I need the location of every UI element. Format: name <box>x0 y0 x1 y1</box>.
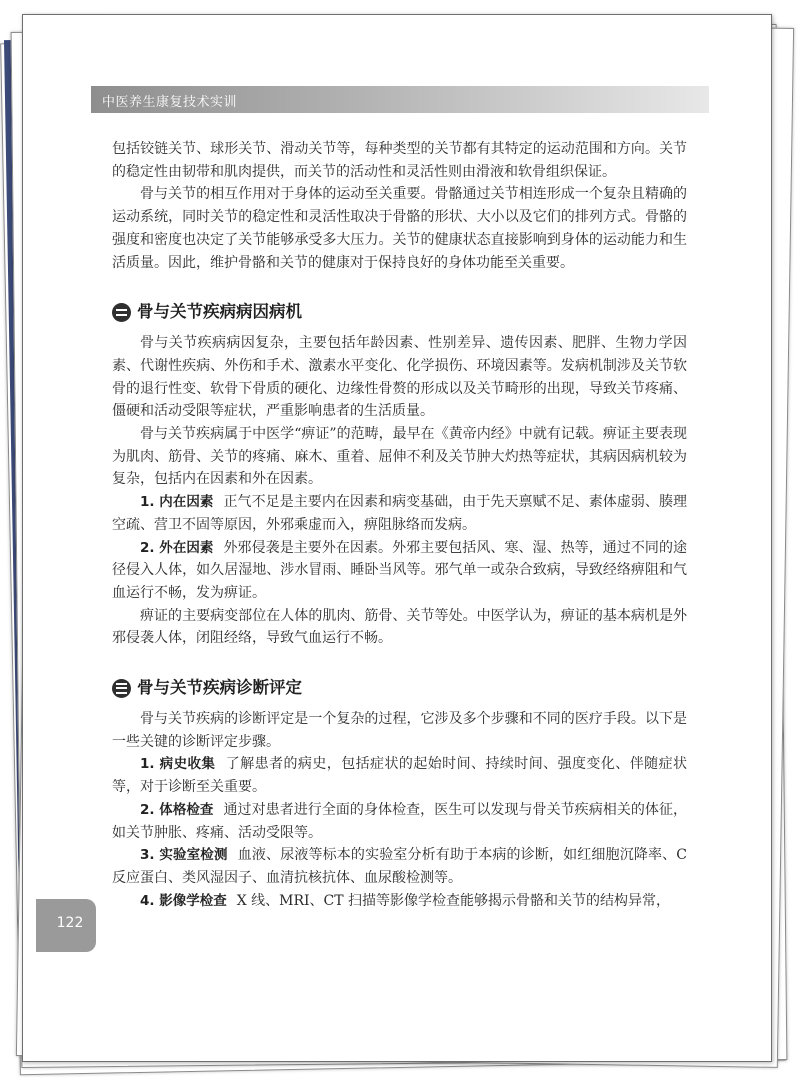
causes-paragraph-2: 骨与关节疾病属于中医学“痹证”的范畴，最早在《黄帝内经》中就有记载。痹证主要表现为肌肉、筋骨、关节的疼痛、麻木、重着、屈伸不利及关节肿大灼热等症状，其病因病机较为复杂，包括内在因素和外在因素。 <box>112 426 687 488</box>
causes-item-1-text: 正气不足是主要内在因素和病变基础，由于先天禀赋不足、素体虚弱、腠理空疏、营卫不固等原因，外邪乘虚而入，痹阻脉络而发病。 <box>112 494 688 533</box>
causes-paragraph-3: 痹证的主要病变部位在人体的肌肉、筋骨、关节等处。中医学认为，痹证的基本病机是外邪侵袭人体，闭阻经络，导致气血运行不畅。 <box>112 607 687 647</box>
diagnosis-item-3 <box>112 844 687 889</box>
intro-paragraph-1: 包括铰链关节、球形关节、滑动关节等，每种类型的关节都有其特定的运动范围和方向。关节的稳定性由韧带和肌肉提供，而关节的活动性和灵活性则由滑液和软骨组织保证。 <box>112 141 687 180</box>
section-title-diagnosis: 骨与关节疾病诊断评定 <box>137 677 302 697</box>
diagnosis-paragraph-1: 骨与关节疾病的诊断评定是一个复杂的过程，它涉及多个步骤和不同的医疗手段。以下是一些关键的诊断评定步骤。 <box>112 711 687 750</box>
causes-paragraph-1: 骨与关节疾病病因复杂，主要包括年龄因素、性别差异、遗传因素、肥胖、生物力学因素、代谢性疾病、外伤和手术、激素水平变化、化学损伤、环境因素等。发病机制涉及关节软骨的退行性变、软骨下骨质的硬化、边缘性骨赘的形成以及关节畸形的出现，导致关节疼痛、僵硬和活动受限等症状，严重影响患者的生活质量。 <box>112 335 687 420</box>
causes-item-2-text: 外邪侵袭是主要外在因素。外邪主要包括风、寒、湿、热等，通过不同的途径侵入人体，如久居湿地、涉水冒雨、睡卧当风等。邪气单一或杂合致病，导致经络痹阻和气血运行不畅，发为痹证。 <box>112 539 688 601</box>
diagnosis-item-1 <box>112 753 687 798</box>
page-number-tab <box>36 899 96 952</box>
causes-item-2-label: 2. 外在因素 <box>140 539 214 556</box>
running-header-title: 中医养生康复技术实训 <box>102 95 238 110</box>
running-header <box>91 86 709 113</box>
section-heading-causes <box>112 298 687 326</box>
diagnosis-item-4-label: 4. 影像学检查 <box>140 892 227 909</box>
causes-item-2 <box>112 537 687 605</box>
diagnosis-item-2-label: 2. 体格检查 <box>140 801 214 818</box>
diagnosis-item-1-text: 了解患者的病史，包括症状的起始时间、持续时间、强度变化、伴随症状等，对于诊断至关重要。 <box>112 756 687 796</box>
diagnosis-item-4-text: X 线、MRI、CT 扫描等影像学检查能够揭示骨骼和关节的结构异常， <box>236 892 671 909</box>
diagnosis-item-3-label: 3. 实验室检测 <box>140 847 228 864</box>
causes-item-1-label: 1. 内在因素 <box>140 494 214 511</box>
diagnosis-item-4 <box>112 890 687 913</box>
section-title-causes: 骨与关节疾病病因病机 <box>137 301 302 321</box>
section-heading-diagnosis <box>112 674 687 702</box>
page-body <box>112 138 687 912</box>
numeral-two-circle-icon <box>112 303 131 322</box>
diagnosis-item-2-text: 通过对患者进行全面的身体检查，医生可以发现与骨关节疾病相关的体征，如关节肿胀、疼痛、活动受限等。 <box>112 801 688 841</box>
diagnosis-item-2 <box>112 799 687 844</box>
causes-item-1 <box>112 491 687 536</box>
page-number: 122 <box>56 915 84 931</box>
diagnosis-item-3-text: 血液、尿液等标本的实验室分析有助于本病的诊断，如红细胞沉降率、C 反应蛋白、类风湿因子、血清抗核抗体、血尿酸检测等。 <box>112 847 687 886</box>
diagnosis-item-1-label: 1. 病史收集 <box>140 756 216 773</box>
intro-paragraph-2: 骨与关节的相互作用对于身体的运动至关重要。骨骼通过关节相连形成一个复杂且精确的运动系统，同时关节的稳定性和灵活性取决于骨骼的形状、大小以及它们的排列方式。骨骼的强度和密度也决定了关节能够承受多大压力。关节的健康状态直接影响到身体的运动能力和生活质量。因此，维护骨骼和关节的健康对于保持良好的身体功能至关重要。 <box>112 186 687 271</box>
numeral-three-circle-icon <box>112 679 131 698</box>
